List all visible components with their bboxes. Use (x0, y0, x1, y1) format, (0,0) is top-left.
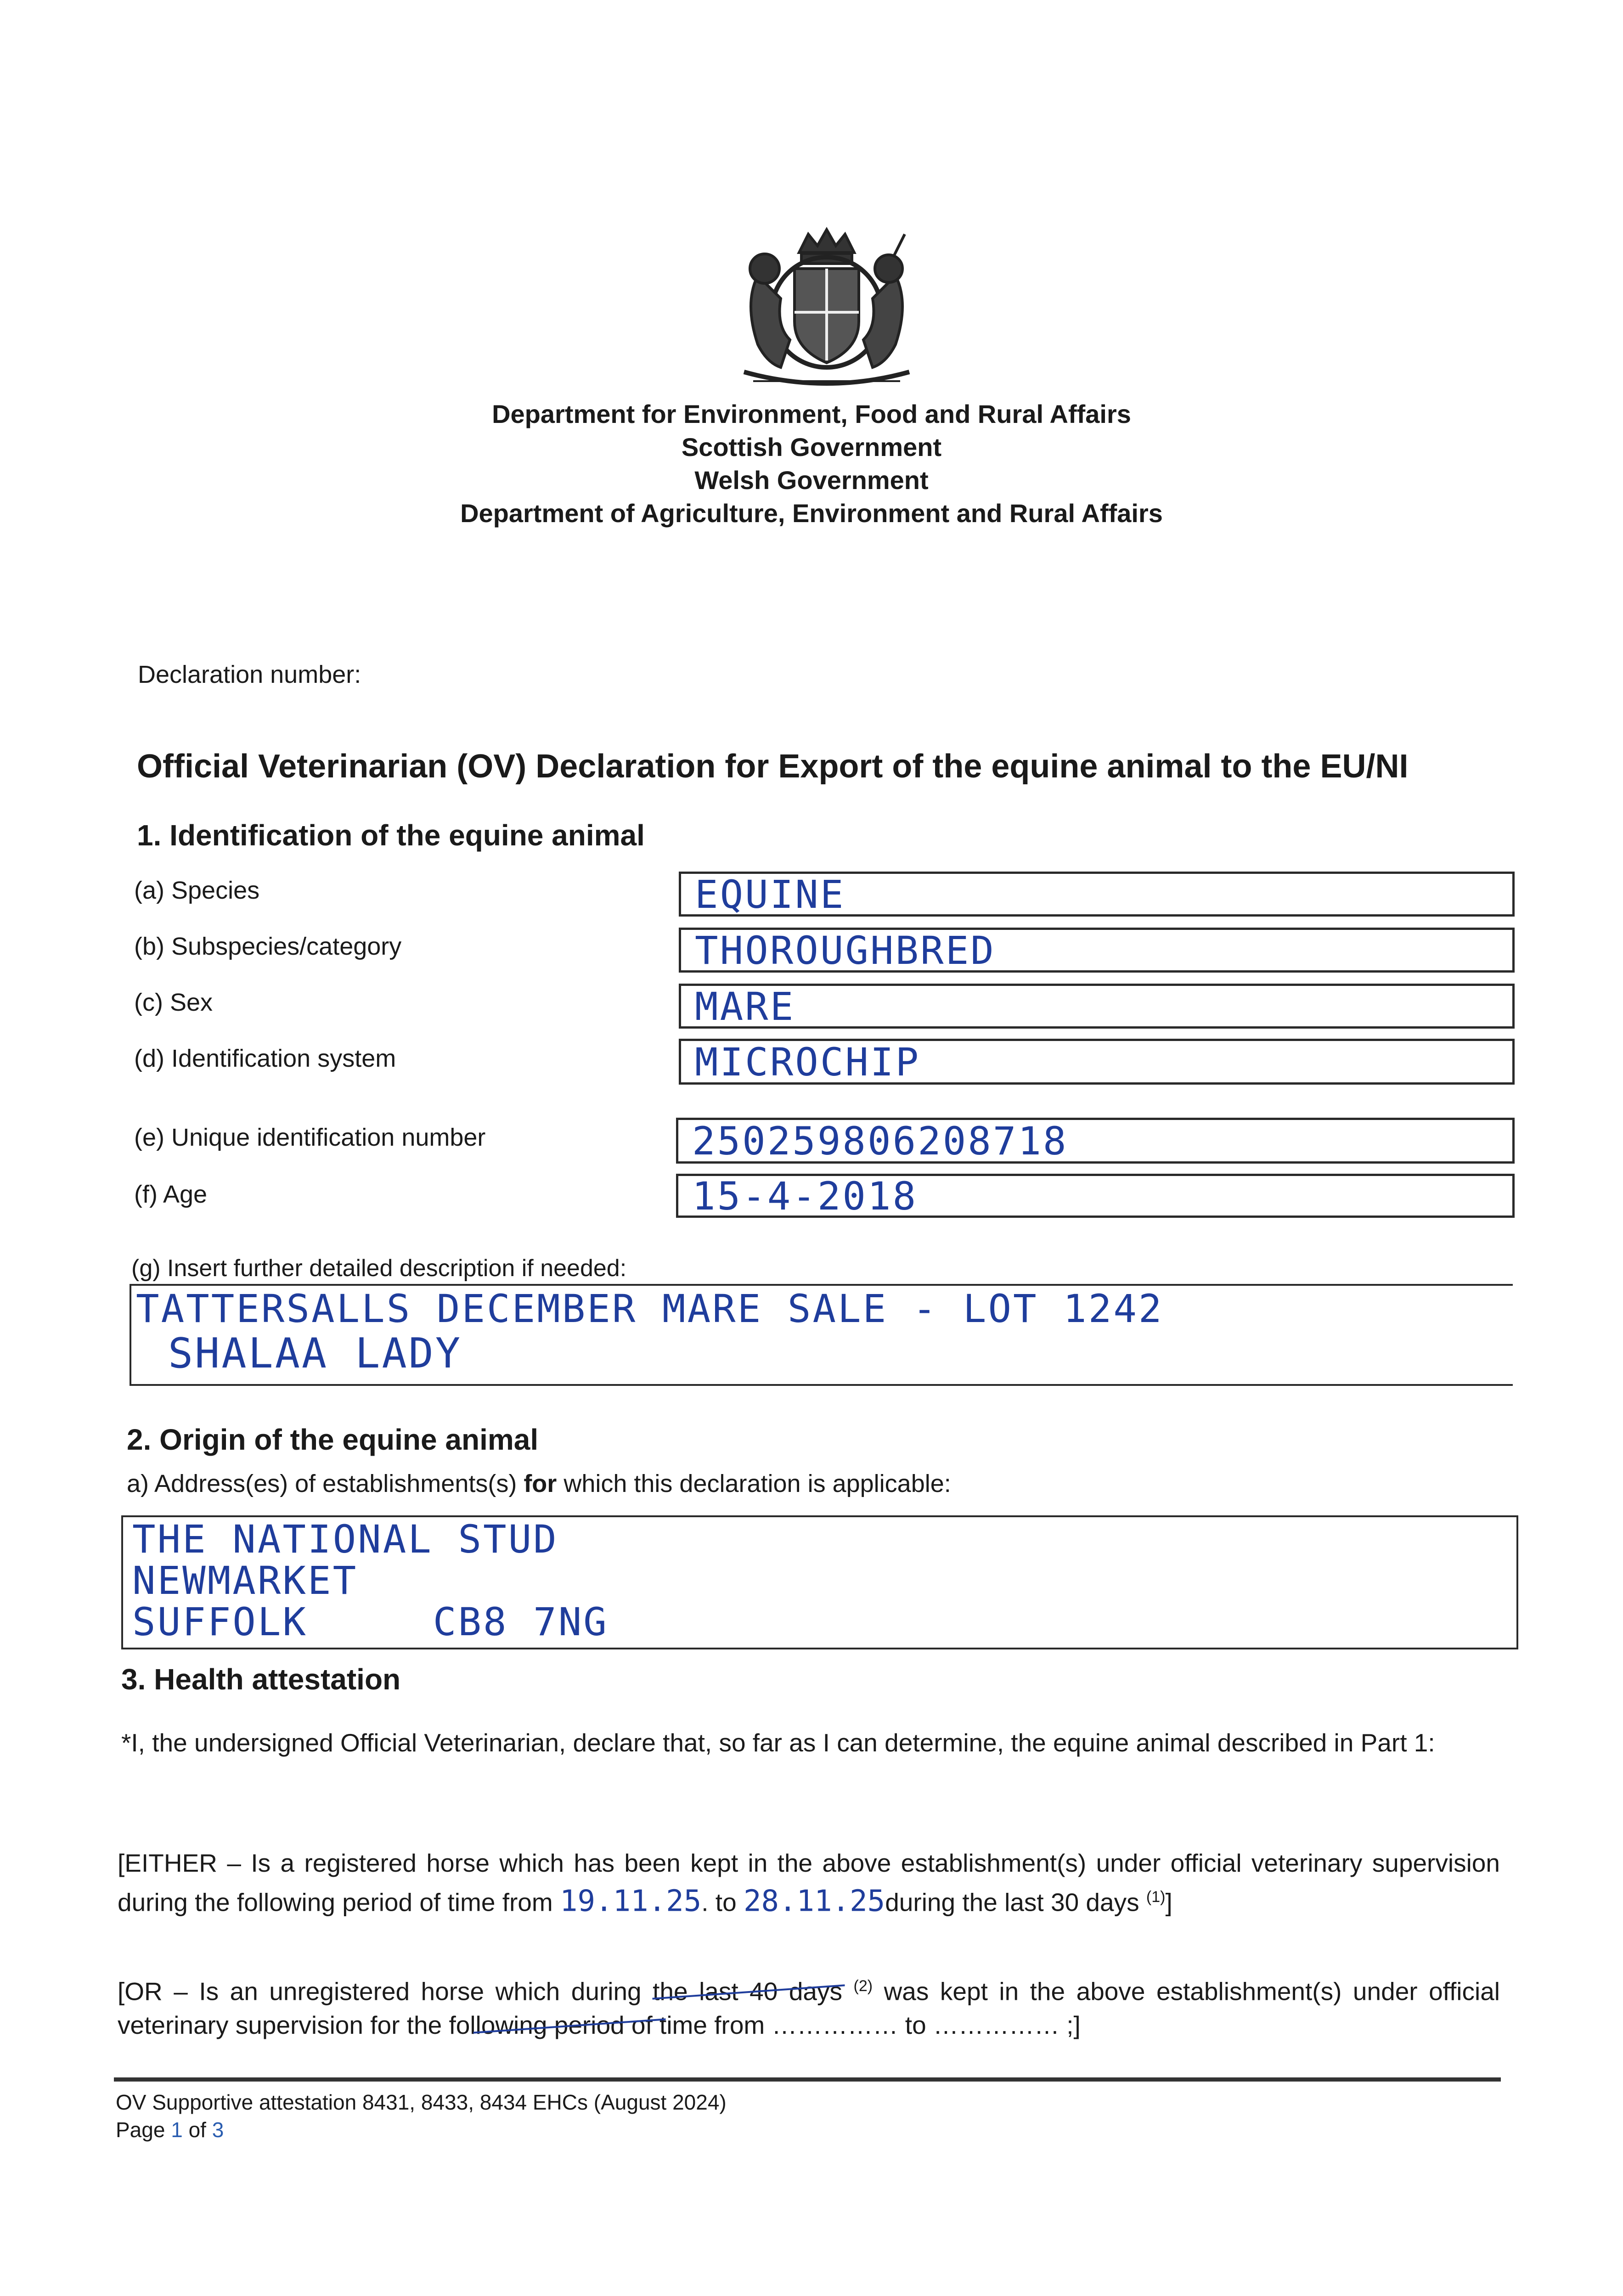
subspecies-label: (b) Subspecies/category (134, 933, 402, 960)
royal-coat-of-arms-logo (726, 225, 928, 395)
unique-id-label: (e) Unique identification number (134, 1124, 486, 1151)
species-field[interactable]: EQUINE (679, 872, 1515, 917)
either-clause (118, 1846, 1500, 1919)
sex-field[interactable]: MARE (679, 984, 1515, 1029)
sex-label: (c) Sex (134, 989, 213, 1016)
species-label: (a) Species (134, 877, 260, 904)
page-title: Official Veterinarian (OV) Declaration for Export of the equine animal to the EU/NI (137, 748, 1409, 785)
age-label: (f) Age (134, 1181, 208, 1208)
further-description-line2: SHALAA LADY (168, 1329, 462, 1378)
section3-heading: 3. Health attestation (121, 1663, 401, 1696)
of-word: of (182, 2118, 212, 2142)
declaration-number-label: Declaration number: (138, 661, 361, 688)
section1-heading: 1. Identification of the equine animal (137, 819, 645, 852)
org-daera: Department of Agriculture, Environment and Rural Affairs (460, 499, 1163, 528)
address-line1: THE NATIONAL STUD (132, 1517, 558, 1562)
footer-divider (114, 2077, 1501, 2082)
either-from-date[interactable]: 19.11.25 (559, 1884, 702, 1919)
either-footnote-ref: (1) (1146, 1888, 1166, 1906)
identification-system-label: (d) Identification system (134, 1045, 396, 1072)
address-line2: NEWMARKET (132, 1558, 358, 1603)
or-text-part2: was kept in the above establishment(s) under official veterinary supervision for the following period of time from …………… to …………… ;] (118, 1977, 1500, 2040)
either-text-part2: during the last 30 days (885, 1888, 1146, 1917)
further-description-label: (g) Insert further detailed description if needed: (131, 1255, 627, 1282)
further-description-line1: TATTERSALLS DECEMBER MARE SALE - LOT 1242 (136, 1286, 1164, 1331)
subspecies-field[interactable]: THOROUGHBRED (679, 928, 1515, 973)
either-text-part1: [EITHER – Is a registered horse which has been kept in the above establishment(s) under official veterinary supervision during the following period of time from (118, 1849, 1500, 1917)
either-end: ] (1165, 1888, 1172, 1917)
section2-heading: 2. Origin of the equine animal (127, 1423, 539, 1456)
or-clause (118, 1969, 1500, 2042)
page-total: 3 (212, 2118, 224, 2142)
either-to-date[interactable]: 28.11.25 (743, 1884, 885, 1919)
either-to-word: . to (701, 1888, 744, 1917)
address-line3: SUFFOLK CB8 7NG (132, 1599, 609, 1644)
health-attestation-intro: *I, the undersigned Official Veterinarian, declare that, so far as I can determine, the equine animal described in Part 1: (121, 1728, 1435, 1757)
page-number (116, 2116, 224, 2144)
page-current: 1 (171, 2118, 183, 2142)
footer-attestation-ref: OV Supportive attestation 8431, 8433, 8434 EHCs (August 2024) (116, 2090, 727, 2114)
address-label (127, 1469, 951, 1498)
org-defra: Department for Environment, Food and Rural Affairs (492, 400, 1131, 428)
identification-system-field[interactable]: MICROCHIP (679, 1039, 1515, 1085)
org-welsh-government: Welsh Government (694, 466, 929, 495)
further-description-field[interactable] (130, 1284, 1513, 1386)
address-label-text-c: which this declaration is applicable: (557, 1470, 951, 1497)
or-text-part1: [OR – Is an unregistered horse which during the last 40 days (118, 1977, 854, 2006)
address-label-text-a: a) Address(es) of establishments(s) (127, 1470, 524, 1497)
page-word: Page (116, 2118, 171, 2142)
unique-id-field[interactable]: 250259806208718 (676, 1118, 1515, 1164)
address-field[interactable] (121, 1515, 1518, 1649)
org-scottish-government: Scottish Government (681, 433, 942, 461)
age-field[interactable]: 15-4-2018 (676, 1174, 1515, 1218)
address-label-text-b: for (524, 1470, 557, 1497)
or-footnote-ref: (2) (853, 1977, 873, 1995)
